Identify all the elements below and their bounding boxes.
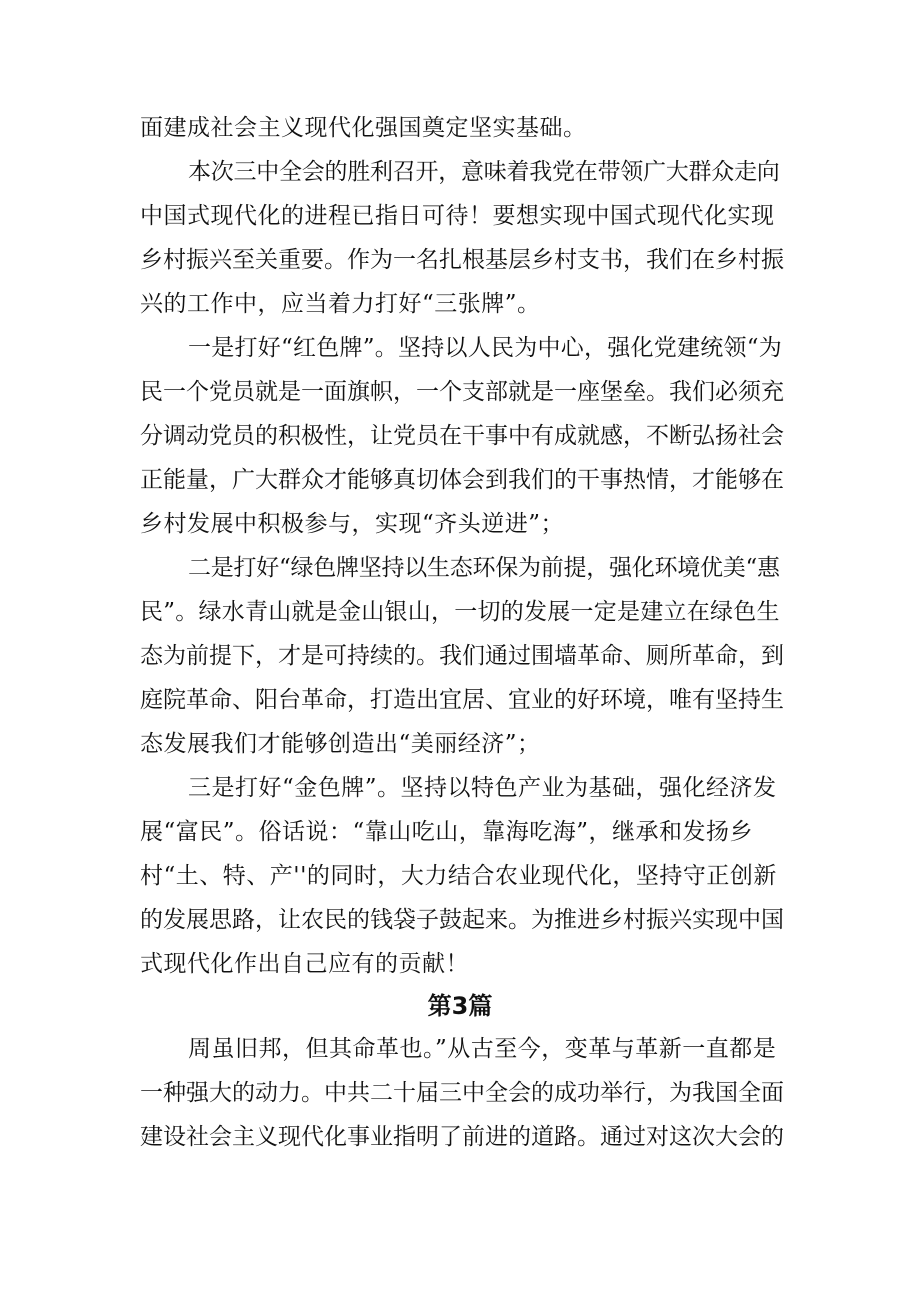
text-line: 面建成社会主义现代化强国奠定坚实基础。 xyxy=(140,115,587,141)
text-line: 乡村发展中积极参与，实现“齐头逆进”； xyxy=(140,511,565,537)
text-line: 态为前提下，才是可持续的。我们通过围墙革命、厕所革命，到 xyxy=(140,643,784,669)
text-line: 乡村振兴至关重要。作为一名扎根基层乡村支书，我们在乡村振 xyxy=(140,247,784,273)
text-line: 式现代化作出自己应有的贡献！ xyxy=(140,951,469,977)
text-line: 建设社会主义现代化事业指明了前进的道路。通过对这次大会的 xyxy=(140,1124,784,1150)
text-line: 民一个党员就是一面旗帜，一个支部就是一座堡垒。我们必须充 xyxy=(140,379,784,405)
text-line: 庭院革命、阳台革命，打造出宜居、宜业的好环境，唯有坚持生 xyxy=(140,687,784,713)
text-line: 二是打好“绿色牌坚持以生态环保为前提，强化环境优美“惠 xyxy=(188,555,780,581)
text-line: 兴的工作中，应当着力打好“三张牌”。 xyxy=(140,291,541,317)
text-line: 本次三中全会的胜利召开，意味着我党在带领广大群众走向 xyxy=(188,159,780,185)
text-line: 展“富民”。俗话说：“靠山吃山，靠海吃海”，继承和发扬乡 xyxy=(140,819,754,845)
text-line: 态发展我们才能够创造出“美丽经济”； xyxy=(140,731,541,757)
text-line: 正能量，广大群众才能够真切体会到我们的干事热情，才能够在 xyxy=(140,467,784,493)
text-line: 分调动党员的积极性，让党员在干事中有成就感，不断弘扬社会 xyxy=(140,423,784,449)
text-line: 民”。绿水青山就是金山银山，一切的发展一定是建立在绿色生 xyxy=(140,599,780,625)
section-heading: 第3篇 xyxy=(427,992,493,1020)
text-line: 中国式现代化的进程已指日可待！要想实现中国式现代化实现 xyxy=(140,203,775,229)
text-line: 村“土、特、产''的同时，大力结合农业现代化，坚持守正创新 xyxy=(140,863,777,889)
text-line: 三是打好“金色牌”。坚持以特色产业为基础，强化经济发 xyxy=(188,775,777,801)
text-line: 一是打好“红色牌”。坚持以人民为中心，强化党建统领“为 xyxy=(188,335,783,361)
text-line: 的发展思路，让农民的钱袋子鼓起来。为推进乡村振兴实现中国 xyxy=(140,907,784,933)
text-line: 一种强大的动力。中共二十届三中全会的成功举行，为我国全面 xyxy=(140,1080,784,1106)
text-line: 周虽旧邦，但其命革也。”从古至今，变革与革新一直都是 xyxy=(188,1036,777,1062)
